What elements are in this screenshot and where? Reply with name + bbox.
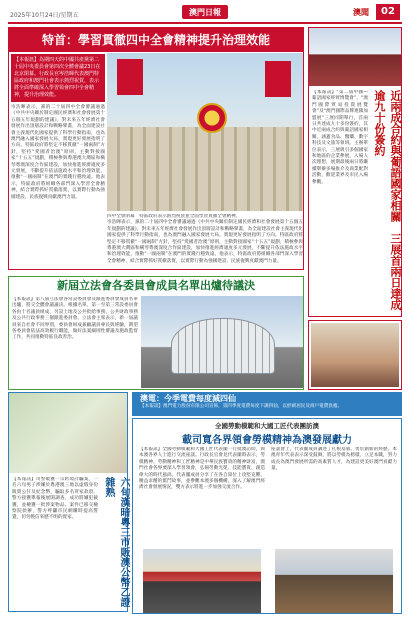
- page-header: [0, 0, 410, 24]
- model-workers-story: [132, 418, 402, 614]
- page-number: 02: [376, 4, 400, 20]
- lead-story-text: [11, 54, 105, 267]
- legislature-story: [8, 276, 304, 390]
- great-hall-facade: [107, 127, 303, 211]
- header-rule: [8, 22, 402, 24]
- lead-story-continued: [107, 214, 303, 268]
- model-workers-body-2: 座談會上，代表團成員講述了扎根基層、勇於創新的經歷。本澳青年代表表示深受鼓舞，將以勞模為榜樣，立足本職，努力成長為澳門發展所需的高素質人才，為建設更美好澳門貢獻力量。: [271, 447, 397, 472]
- lead-story-intro: 【本報訊】為期四天的中國共產黨第二十屆中央委員會第四次全體會議23日在北京閉幕。行政長官岑浩暉代表澳門特區政府和澳門社會表示熱烈祝賀，表示將全面準確深入學習領會四中全會精神，提升治理效能。: [11, 54, 105, 102]
- legislature-story-body: 【本報訊】第八屆立法會各常設委員會及跟進委員會成員名單出爐，將交全體會議議決。根據名單，第一至第三常設委員會各由十名議員組成，另設土地及公共批給事務、公共財政事務及公共行政事務三個跟進委員會。立法會主席表示，新一屆議員來自社會不同界別，委員會組成兼顧議員專長與經驗，期望各委員會依法高效履行職能，做好法案細則性審議及施政監督工作，共同推動特區良政善治。: [12, 297, 138, 341]
- lead-story-body: 岑浩暉表示，黨的二十屆四中全會審議通過《中共中央關於制定國民經濟和社會發展第十五個五年規劃的建議》，對未來五年經濟社會發展作出頂層設計和戰略擘畫，為全面建設社會主義現代化國家提供了科學行動指南，也為澳門融入國家發展大局、實現更好發展指明了方向。特區政府將堅定不移貫徹“一國兩制”方針，堅持“愛國者治澳”原則，主動對接國家“十五五”規劃，積極參與粵港澳大灣區和橫琴粵澳深度合作區建設，加快推進經濟適度多元發展，不斷提升依法施政水平和治理效能，推動“一國兩制”在澳門的實踐行穩致遠。他表示，特區政府將組織各部門深入學習全會精神，結合實際抓好貫徹落實，以實際行動為強國建設、民族復興貢獻澳門力量。: [11, 105, 105, 200]
- expo-story-body: 【本報訊】“第二屆中國—葡語國家經貿博覽會”、“澳門國際貿易投資展覽會”及“澳門國際品牌連鎖加盟展”三展同期舉行，首兩日共達成九十多份簽約，其中近兩成合約與葡語國家相關，涵蓋食品、醫藥、數字科技及文旅等領域。主辦單位表示，三展吸引多個國家和地區的企業參展，入場人次理想，展期最後兩日將繼續舉辦多場推介及商業配對活動，歡迎業界及市民入場參觀。: [312, 90, 368, 185]
- newspaper-logo: 澳門日報: [182, 5, 228, 19]
- expo-story-headline: 近兩成合約與葡語國家相關 三展首兩日達成逾九十份簽約: [373, 90, 402, 310]
- model-workers-headline: 載司寬各界領會勞模精神為澳發展獻力: [182, 435, 352, 446]
- electricity-story-headline: 澳電：今季電費每度減四仙: [140, 393, 236, 403]
- fraud-story-body: 【本報訊】司警破獲一宗跨境詐騙案，一名六旬男子涉嫌於粵港澳三地以虛假身份販賣公仔及紀念幣，騙取多名買家款項。警方接獲舉報後展開調查，成功將嫌犯截獲，並檢獲一批涉案物品。案件已移交檢察院偵辦，警方呼籲市民網購時提高警覺，切勿輕信來歷不明的賣家。: [12, 477, 98, 521]
- electricity-story: [132, 392, 402, 416]
- expo-photo-strip: [308, 320, 402, 390]
- national-emblem-icon: [197, 103, 227, 133]
- model-workers-text-right: [271, 447, 397, 545]
- model-workers-body: 【本報訊】全國勞動模範和大國工匠代表團一行抵澳訪問，與本澳各界人士進行交流座談。行政長官會見代表團時表示，勞模精神、勞動精神和工匠精神是中華民族寶貴的精神財富，澳門社會各界要深入學習領會，弘揚勞動光榮、技能寶貴、創造偉大的時代風尚。代表團成員分享了在各自崗位上攻堅克難、精益求精的奮鬥故事，並參觀本澳多個機構，深入了解澳門經濟社會發展情況，雙方表示將進一步加強交流合作。: [139, 447, 265, 491]
- legislature-story-headline: 新屆立法會各委員會成員名單出爐待議決: [57, 279, 255, 292]
- issue-date: 2025年10月24日/星期五: [10, 12, 79, 19]
- lead-story-caption: 四中全會閉幕 特區政府表示熱烈祝賀並全面學習貫徹全會精神。: [107, 214, 241, 219]
- lead-story: [8, 27, 304, 270]
- fraud-story-text: [12, 477, 98, 609]
- expo-story: [308, 27, 402, 317]
- red-flag-icon: [117, 59, 143, 95]
- assembly-building: [171, 318, 275, 374]
- section-name: 澳聞: [353, 8, 369, 17]
- legislative-assembly-photo: [141, 296, 303, 388]
- model-workers-text-left: [139, 447, 265, 545]
- electricity-story-body: 【本報訊】澳門電力股份有限公司宣佈，第四季度電費每度下調四仙，以紓緩居民及商戶電費負擔。: [140, 404, 343, 409]
- fraud-story-headline: 六旬漢暗粵三市販澳公幣乙證雜熟: [103, 477, 129, 607]
- expo-story-text: [312, 90, 368, 314]
- expo-booth-photo: [311, 323, 399, 387]
- site-map-graphic: [9, 393, 127, 473]
- lead-story-headline: 特首：學習貫徹四中全會精神提升治理效能: [9, 28, 303, 52]
- model-workers-kicker: 全國勞動模範和大國工匠代表團訪澳: [215, 422, 319, 430]
- legislature-story-text: [12, 297, 138, 387]
- expo-signing-photo: [309, 28, 401, 86]
- fraud-story: [8, 392, 128, 612]
- delegation-group-photo: [143, 549, 261, 613]
- lead-story-body-continued: 岑浩暉表示，黨的二十屆四中全會審議通過《中共中央關於制定國民經濟和社會發展第十五個五年規劃的建議》，對未來五年經濟社會發展作出頂層設計和戰略擘畫，為全面建設社會主義現代化國家提供了科學行動指南，也為澳門融入國家發展大局、實現更好發展指明了方向。特區政府將堅定不移貫徹“一國兩制”方針，堅持“愛國者治澳”原則，主動對接國家“十五五”規劃，積極參與粵港澳大灣區和橫琴粵澳深度合作區建設，加快推進經濟適度多元發展，不斷提升依法施政水平和治理效能，推動“一國兩制”在澳門的實踐行穩致遠。他表示，特區政府將組織各部門深入學習全會精神，結合實際抓好貫徹落實，以實際行動為強國建設、民族復興貢獻澳門力量。: [107, 220, 303, 264]
- meeting-photo: [275, 549, 393, 613]
- red-flag-icon: [265, 61, 291, 97]
- plenum-photo: [107, 53, 303, 211]
